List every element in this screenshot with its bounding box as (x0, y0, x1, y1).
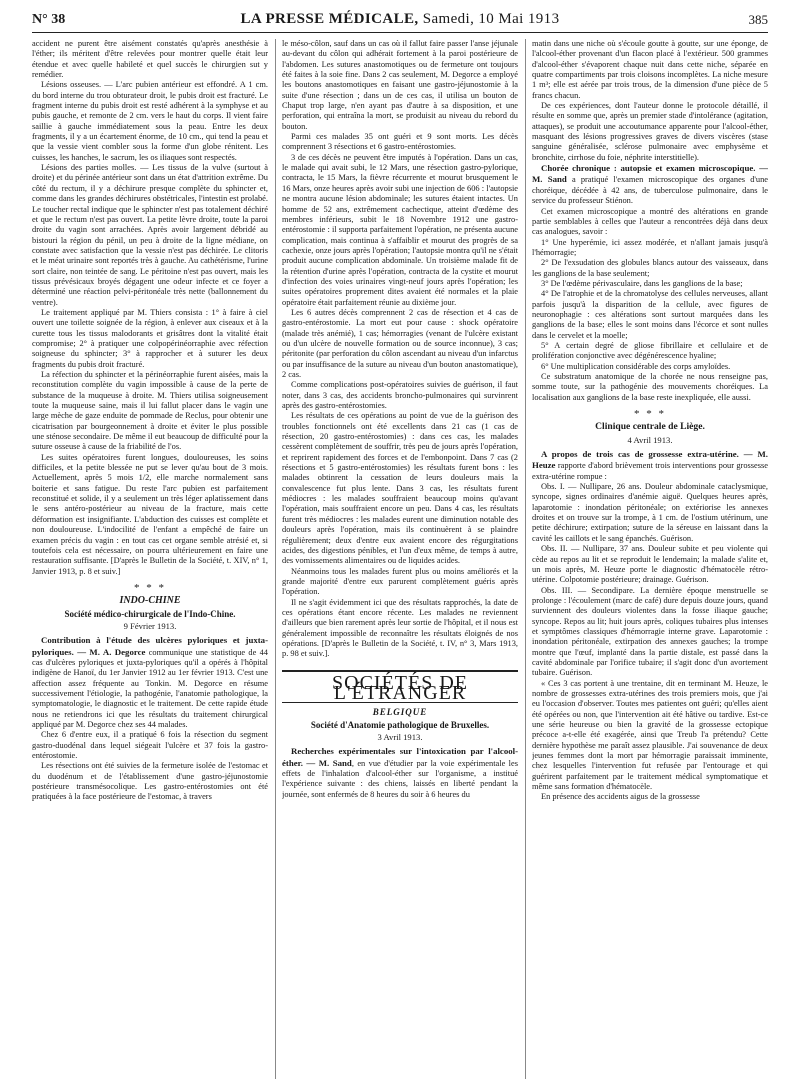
paragraph: Néanmoins tous les malades furent plus ou moins améliorés et la grande majorité d'entre eux parurent complètement guéris après l'opération. (282, 566, 518, 597)
column-rule (525, 39, 526, 1079)
article-text: a pratiqué l'examen microscopique des organes d'une choréique, décédée à 42 ans, de tuberculose pulmonaire, dans le service du professeur Stiénon. (532, 175, 768, 206)
paragraph: Il ne s'agit évidemment ici que des résultats rapprochés, la date de ces opérations étant encore récente. Les malades ne reviennent d'ailleurs que bien rarement après leur sortie de l'hôpital, et il nous est généralement impossible de reconnaître les résultats éloignés de nos opérations. [D'après le Bulletin de la Société, t. IV, n° 3, Mars 1913, p. 98 et suiv.]. (282, 597, 518, 659)
article-paragraph (32, 635, 268, 730)
list-item: 4° De l'atrophie et de la chromatolyse des cellules nerveuses, allant parfois jusqu'à la disparition de la cellule, avec figures de neuronophagie : ces altérations sont surtout marquées dans les ganglions de la base; elles le sont moins dans l'écorce et sont nulles dans le cervelet et la moelle; (532, 289, 768, 340)
list-item: 3° De l'œdème périvasculaire, dans les ganglions de la base; (541, 278, 743, 288)
issue-number: N° 38 (32, 12, 66, 27)
column-2 (282, 39, 518, 1079)
article-paragraph (282, 746, 518, 800)
paragraph: Chez 6 d'entre eux, il a pratiqué 6 fois la résection du segment gastro-duodénal dans lequel siégeait l'ulcère et 37 fois la gastro-entérostomie. (32, 730, 268, 761)
article-text: , en vue d'étudier par la voie expérimentale les effets de l'inhalation d'alcool-éther sur l'organisme, a institué l'expérience suivante : des chiens, laissés en liberté pendant la journée, sont enfermés de 8 heures du soir à 6 heures du (282, 758, 518, 799)
issue-date: Samedi, 10 Mai 1913 (422, 11, 560, 27)
paragraph: Le traitement appliqué par M. Thiers consista : 1° à faire à ciel ouvert une toilette soignée de la région, à enlever aux ciseaux et à la curette tous les tissus malodorants et grisâtres dont la vitalité était compromise; 2° à pratiquer une colpopérinéorraphie avec réfection soigneuse du sphincter; 3° à rapprocher et à suturer les deux fragments du pubis droit fracturé. (32, 307, 268, 369)
paragraph: En présence des accidents aigus de la grossesse (541, 792, 700, 802)
list-item: 2° De l'exsudation des globules blancs autour des vaisseaux, dans les ganglions de la base seulement; (532, 258, 768, 278)
page-number: 385 (748, 12, 768, 27)
paragraph: Cet examen microscopique a montré des altérations en grande partie semblables à celles que l'auteur a rencontrées déjà dans deux cas analogues, savoir : (532, 206, 768, 237)
article-title: Contribution à l'étude des ulcères pyloriques et juxta-pyloriques. — M. A. Degorce (32, 635, 268, 657)
article-title: Recherches expérimentales sur l'intoxication par l'alcool-éther. — M. Sand (282, 746, 518, 768)
section-heading: INDO-CHINE (119, 595, 181, 607)
article-text: rapporte d'abord brièvement trois interventions pour grossesse extra-utérine rompue : (532, 461, 768, 481)
column-3 (532, 39, 768, 1079)
paragraph: le méso-côlon, sauf dans un cas où il fallut faire passer l'anse jéjunale au-devant du côlon qui adhérait fortement à la paroi postérieure de l'abdomen. Les sutures anastomotiques ou de fermeture ont toujours été faites à la soie fine. Dans 2 cas seulement, M. Degorce a employé les boutons anastomotiques en faisant une gastro-jéjunostomie à la suite d'une résection ; dans un de ces cas, il utilisa un bouton de Chaput trop large, n'en ayant pas d'autre à sa disposition, et une perforation, qui entraîna la mort, se produisit au niveau du rebord du bouton. (282, 39, 518, 131)
article-paragraph (532, 449, 768, 482)
paragraph: Les suites opératoires furent longues, douloureuses, les soins difficiles, et la petite blessée ne put se lever qu'au bout de 3 mois. Actuellement, après 5 mois 1/2, elle marche normalement sans boiterie et sans fatigue. Du reste l'arc pubien est parfaitement reconstitué et solide, il y a seulement un très léger aplatissement dans le sens antéro-postérieur au niveau de la fracture, mais cette déformation est insignifiante. L'abduction des cuisses est complète et non douloureuse. L'indocilité de l'enfant a empêché de faire un examen précis du vagin : en tout cas cet organe semble atrésié et, si toutefois cela est nécessaire, on pourra ultérieurement en faire une restauration suffisante. [D'après le Bulletin de la Société, t. XIV, n° 1, Janvier 1913, p. 8 et suiv.] (32, 452, 268, 576)
column-1 (32, 39, 268, 1079)
article-paragraph (532, 163, 768, 206)
list-item: 6° Une multiplication considérable des corps amyloïdes. (541, 361, 731, 371)
society-name: Société d'Anatomie pathologique de Bruxelles. (310, 719, 490, 730)
paragraph: Obs. II. — Nullipare, 37 ans. Douleur subite et peu violente qui cède au repos au lit et se reproduit le lendemain; la malade s'alite et, un mois après, M. Heuze porte le diagnostic d'hématocèle rétro-utérine. Colpotomie postérieure; drainage. Guérison. (532, 544, 768, 585)
paragraph: Les résections ont été suivies de la fermeture isolée de l'estomac et du duodénum et de l'établissement d'une gastro-jéjunostomie postérieure transmésocolique. Les gastro-entérostomies ont été pratiquées à la face postérieure de l'estomac, à travers (32, 761, 268, 802)
session-date: 3 Avril 1913. (377, 732, 423, 742)
paragraph: Les résultats de ces opérations au point de vue de la guérison des troubles fonctionnels ont été excellents dans 21 cas (1 cas de résection, 20 gastro-entérostomies) : dans ces cas, les malades cessèrent complètement de souffrir, très peu de jours après l'opération, et reprirent rapidement des forces et de l'embonpoint. Dans 7 cas (2 résections et 5 gastro-entérostomies) les résultats furent bons : les malades obtinrent la cessation de leurs douleurs mais la convalescence fut plus lente. Dans 3 cas, les résultats furent médiocres : les malades souffraient beaucoup moins qu'avant l'opération, mais souffraient encore un peu. Dans 4 cas, les résultats furent très médiocres : les malades eurent une diminution notable des douleurs après l'opération, mais ils continuèrent à se plaindre régulièrement; deux d'entre eux avaient encore des régurgitations acides, des digestions pénibles, et l'un d'eux même, de temps à autre, des vomissements alimentaires ou de liquides acides. (282, 411, 518, 566)
section-divider-stars: * * * (634, 408, 666, 421)
paragraph: Comme complications post-opératoires suivies de guérison, il faut noter, dans 3 cas, des accidents broncho-pulmonaires qui survinrent après des gastro-entérostomies. (282, 380, 518, 411)
page-header (32, 10, 768, 33)
paragraph: Obs. III. — Secondipare. La dernière époque menstruelle se prolonge : l'écoulement (marc de café) dure depuis douze jours, quand surviennent des douleurs violentes dans la fosse iliaque gauche; syncope. Repos au lit; huit jours après, coliques tubaires plus intenses et symptômes classiques d'hémorragie interne grave. Laparotomie : inondation péritonéale, extirpation des annexes gauches; la trompe montre que l'œuf, implanté dans la partie distale, est passé dans la cavité abdominale par l'orifice tubaire; il s'agit donc d'un avortement tubaire. Guérison. (532, 585, 768, 678)
list-item: 5° A certain degré de gliose fibrillaire et cellulaire et de prolifération conjonctive avec dégénérescence hyaline; (532, 340, 768, 361)
session-date: 4 Avril 1913. (627, 434, 673, 445)
paragraph: La réfection du sphincter et la périnéorraphie furent aisées, mais la reconstitution complète du vagin impossible à cause de la perte de substance de la muqueuse à droite. M. Thiers utilisa soigneusement toute la muqueuse saine, mais il lui fallut placer dans le vagin une large mèche de gaze enduite de pommade de Reclus, pour obtenir une cicatrisation par bourgeonnement à droite et éviter le plus possible une sténose secondaire. De même il eut beaucoup de difficulté pour la suture osseuse à cause de la friabilité de l'os. (32, 370, 268, 452)
article-title: A propos de trois cas de grossesse extra-utérine. — M. Heuze (532, 449, 768, 471)
paragraph: accident ne purent être aisément constatés qu'après anesthésie à l'éther; ils méritent d'être relevées pour montrer quelle était leur étendue et avec quelle habileté et quel succès le chirurgien sut y remédier. (32, 39, 268, 80)
column-rule (275, 39, 276, 1079)
article-title: Chorée chronique : autopsie et examen microscopique. — M. Sand (532, 163, 768, 185)
country-heading: BELGIQUE (372, 707, 428, 718)
paragraph: 3 de ces décès ne peuvent être imputés à l'opération. Dans un cas, le malade qui avait subi, le 12 Mars, une résection gastro-pylorique, contracta, le 15 Mars, la fièvre récurrente et mourut brusquement le 16 Mars, onze heures après avoir subi une injection de 606 : l'autopsie ne montra aucune lésion abdominale; les sutures étaient intactes. Un homme de 52 ans, extrêmement cachectique, atteint d'œdème des membres inférieurs, subit le 18 Novembre 1912 une gastro-entérostomie : il supporta parfaitement l'opération, ne présenta aucune complication, mais continua à s'affaiblir et mourut des progrès de sa cachexie, onze jours après l'opération; l'autopsie montra qu'il ne s'était produit aucune complication abdominale. Un troisième malade fit de la rétention d'urine après l'opération, contracta de la cystite et mourut d'infection des voies urinaires vingt-neuf jours après l'opération; les suites opératoires proprement dites avaient été normales et la plaie opératoire était parfaitement réunie au dixième jour. (282, 152, 518, 307)
paragraph: Parmi ces malades 35 ont guéri et 9 sont morts. Les décès comprennent 3 résections et 6 gastro-entérostomies. (282, 132, 518, 152)
journal-name: LA PRESSE MÉDICALE, (240, 11, 419, 27)
clinic-heading: Clinique centrale de Liège. (595, 421, 705, 433)
list-item: 1° Une hyperémie, ici assez modérée, et n'allant jamais jusqu'à l'hémorragie; (532, 237, 768, 257)
section-banner: SOCIÉTÉS DE L'ÉTRANGER (282, 670, 518, 704)
section-divider-stars: * * * (134, 581, 166, 594)
session-date: 9 Février 1913. (123, 620, 177, 631)
paragraph: De ces expériences, dont l'auteur donne le protocole détaillé, il résulte en somme que, après un premier stade d'intolérance (agitation, attaques), se produit une accoutumance apparente pour l'alcool-éther, masquant des lésions progressives graves de divers viscères (stase sanguine généralisée, sclérose pulmonaire avec emphysème et bronchite, cirrhose du foie, néphrite interstitielle). (532, 101, 768, 162)
paragraph: Lésions osseuses. — L'arc pubien antérieur est effondré. A 1 cm. du bord interne du trou obturateur droit, le pubis droit est fracturé. Le fragment interne du pubis droit est resté adhérent à la symphyse et au pubis gauche, et remonte de 2 cm. vers le haut du corps. Il vient faire saillie à gauche immédiatement sous la peau. Entre les deux fragments, il y a un écartement énorme, de 10 cm., qui tend la peau et que la vessie vient combler sous la forme d'un globe rénitent. Les cuisses, les hanches, le sacrum, les os iliaques sont respectés. (32, 80, 268, 162)
paragraph: matin dans une niche où s'écoule goutte à goutte, sur une éponge, de l'alcool-éther provenant d'un flacon placé à l'extérieur. 500 grammes d'alcool-éther s'évaporent chaque nuit dans cette niche, séparée en quatre compartiments par trois cloisons incomplètes. La niche mesure 1 m³; elle est aérée par trois trous, de la dimension d'une pièce de 5 francs chacun. (532, 39, 768, 100)
columns (32, 39, 768, 1079)
paragraph: Lésions des parties molles. — Les tissus de la vulve (surtout à droite) et du périnée antérieur sont dans un état d'attrition extrême. Du côté du rectum, il y a déchirure presque complète du sphincter et, comme dans les grandes déchirures obstétricales, l'intestin est prolabé. Le toucher rectal indique que le sphincter n'est pas totalement déchiré et que le rectum n'est pas ouvert. La petite lèvre droite, toute la paroi droite du vagin sont arrachées. Après avoir largement débridé au bistouri la région du pénil, un peu à droite de la ligne médiane, on constate avec satisfaction que la vessie n'est pas déchirée. Le clitoris et le méat urinaire sont reportés très à gauche. Au cathétérisme, l'urine sort claire, non teintée de sang. Le péritoine n'est pas ouvert, mais les tissus prévésicaux broyés dégagent une odeur infecte et ce foyer a déterminé une réaction pelvi-péritonéale très nette (ballonnement du ventre). (32, 163, 268, 307)
journal-title-line (32, 11, 768, 28)
paragraph: « Ces 3 cas portent à une trentaine, dit en terminant M. Heuze, le nombre de grossesses extra-utérines des trois premiers mois, que j'ai eu l'occasion d'observer. Toutes mes patientes ont guéri; qu'elles aient été opérées ou non, que l'intervention ait été hâtive ou tardive. Est-ce une série heureuse ou bien la gravité de la grossesse ectopique précoce a-t-elle été exagérée, ainsi que Treub l'a prétendu? Cette dernière hypothèse me paraît assez plausible. J'ai souvenance de deux jeunes femmes dont la mort par hémorragie paraissait imminente, chez lesquelles l'intervention fut refusée par l'entourage et qui guérirent parfaitement par le traitement médical symptomatique et même sans formation d'hématocèle. (532, 678, 768, 792)
article-text: communique une statistique de 44 cas d'ulcères pyloriques et juxta-pyloriques qu'il a opérés à l'hôpital indigène de Hanoï, du 1er Janvier 1912 au 1er février 1913. C'est une affection assez fréquente au Tonkin. M. Degorce en résume successivement l'étiologie, la pathogénie, l'anatomie pathologique, la symptomatologie, le diagnostic et le traitement. De cette rapide étude nous ne retiendrons ici que les résultats du traitement chirurgical appliqué par M. Degorce chez ses 44 malades. (32, 647, 268, 729)
paragraph: Obs. I. — Nullipare, 26 ans. Douleur abdominale cataclysmique, syncope, signes ordinaires d'anémie aiguë. Quelques heures après, laparotomie : inondation péritonéale; on extériorise les annexes droites et on trouve sur la trompe, à 1 cm. de l'ostium utérinum, une petite déchirure; extirpation; suture de la séreuse en laissant dans la cavité les caillots et le sang épanchés. Guérison. (532, 482, 768, 543)
society-name: Société médico-chirurgicale de l'Indo-Chine. (64, 608, 236, 619)
paragraph: Ce substratum anatomique de la chorée ne nous renseigne pas, somme toute, sur la pathogénie des mouvements choréiques. La localisation aux ganglions de la base reste inexpliquée, elle aussi. (532, 372, 768, 402)
paragraph: Les 6 autres décès comprennent 2 cas de résection et 4 cas de gastro-entérostomie. La mort eut pour cause : shock opératoire (malade très anémié), 1 cas; hémorragies (venant de l'ulcère existant ou d'un ulcère de nouvelle formation ou de source inconnue), 3 cas; péritonite (par perforation du côlon ascendant au niveau d'un infarctus ou par insuffisance de la suture au niveau d'un bouton anastomatique), 2 cas. (282, 307, 518, 379)
